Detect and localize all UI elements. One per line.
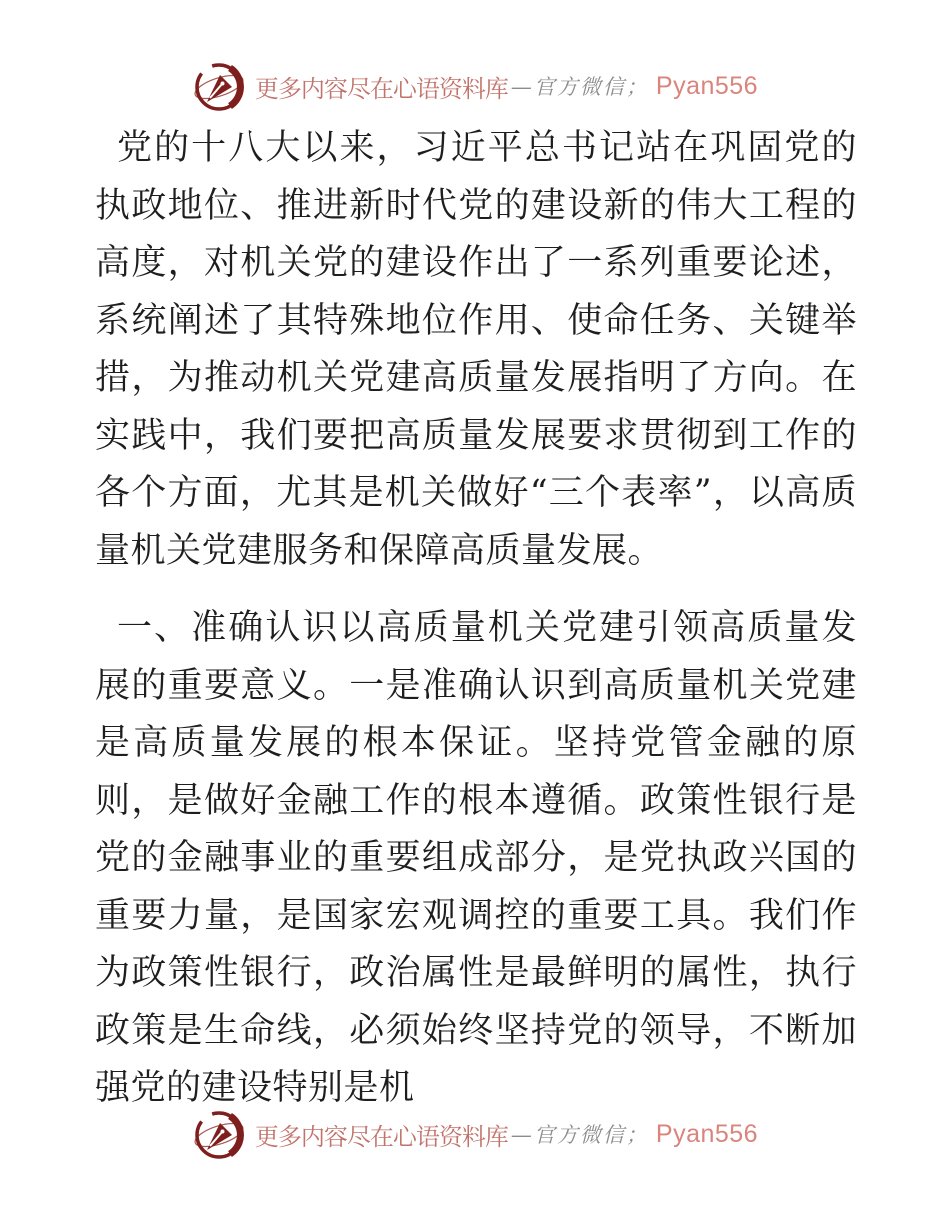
pen-swirl-logo-icon <box>192 58 246 114</box>
header-watermark <box>0 58 950 114</box>
brand-text: 更多内容尽在心语资料库 <box>254 1122 508 1151</box>
official-wechat-label: —官方微信； <box>510 1123 649 1147</box>
brand-text: 更多内容尽在心语资料库 <box>254 74 508 103</box>
paragraph: 党的十八大以来，习近平总书记站在巩固党的执政地位、推进新时代党的建设新的伟大工程的高度，对机关党的建设作出了一系列重要论述，系统阐述了其特殊地位作用、使命任务、关键举措，为推动机关党建高质量发展指明了方向。在实践中，我们要把高质量发展要求贯彻到工作的各个方面，尤其是机关做好“三个表率”，以高质量机关党建服务和保障高质量发展。 <box>95 128 857 571</box>
official-wechat-label: —官方微信； <box>510 75 649 99</box>
pen-swirl-logo-icon <box>192 1106 246 1162</box>
footer-watermark <box>0 1106 950 1162</box>
wechat-id: Pyan556 <box>655 1119 759 1148</box>
paragraph: 一、准确认识以高质量机关党建引领高质量发展的重要意义。一是准确认识到高质量机关党建是高质量发展的根本保证。坚持党管金融的原则，是做好金融工作的根本遵循。政策性银行是党的金融事业的重要组成部分，是党执政兴国的重要力量，是国家宏观调控的重要工具。我们作为政策性银行，政治属性是最鲜明的属性，执行政策是生命线，必须始终坚持党的领导，不断加强党的建设特别是机 <box>95 608 857 1108</box>
document-body <box>95 120 857 1118</box>
wechat-id: Pyan556 <box>655 71 759 100</box>
